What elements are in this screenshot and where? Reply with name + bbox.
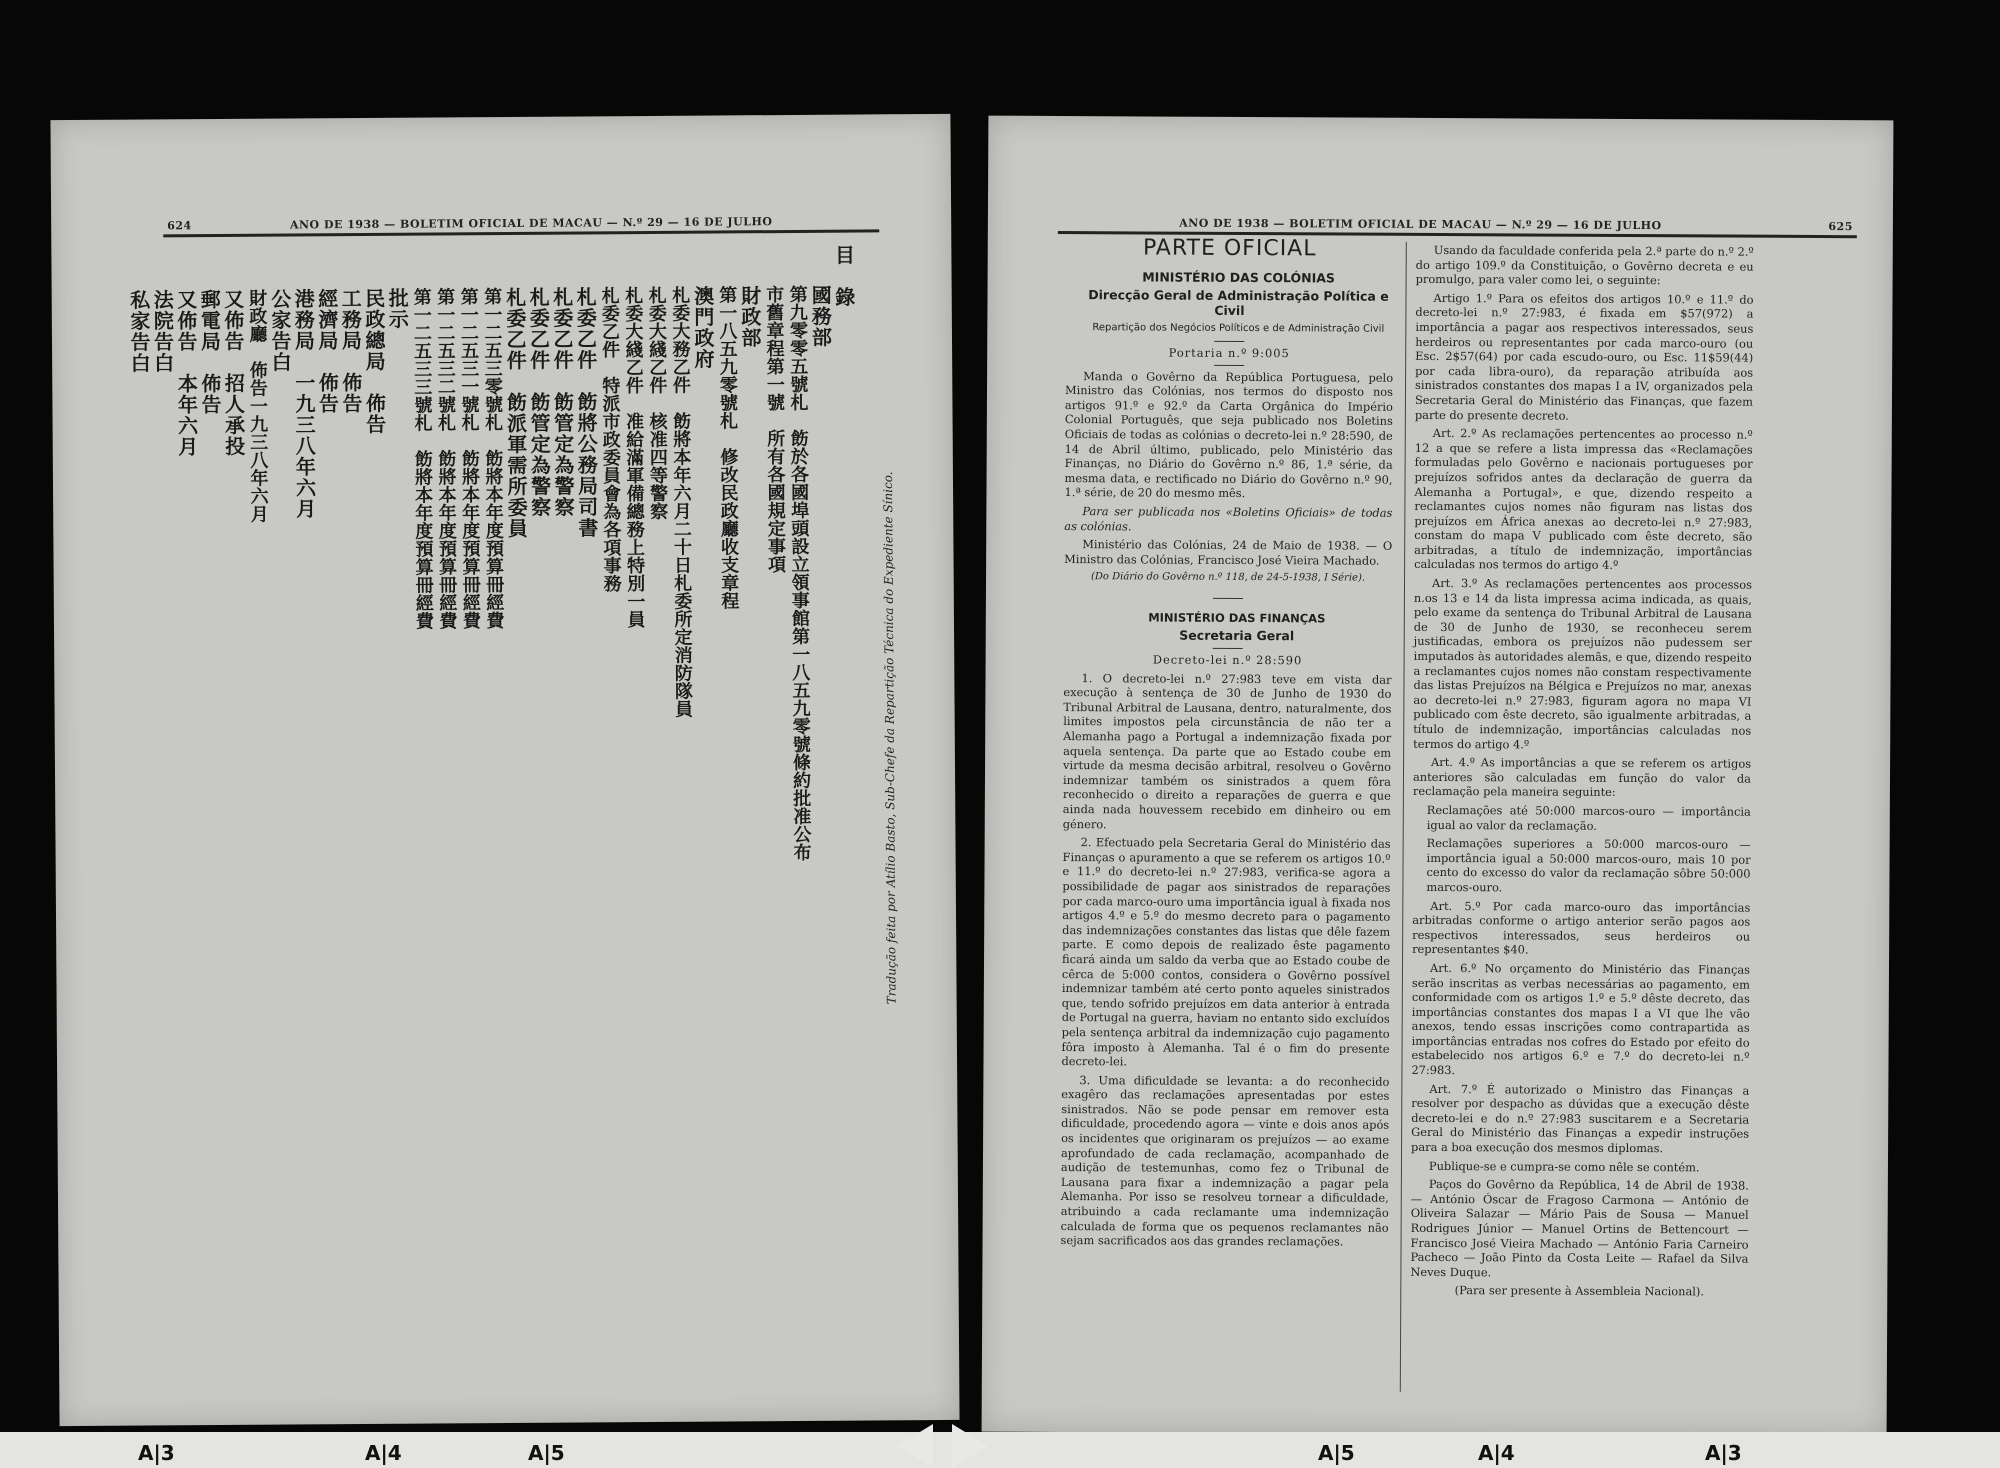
contents-column: 札委乙件 特派市政委員會為各項事務: [598, 286, 622, 593]
contents-column: 札委大綫乙件 准給滿軍備總務上特別一員: [622, 286, 646, 629]
contents-column: 澳門政府: [690, 285, 716, 370]
divider: [1214, 341, 1244, 342]
contents-column: 又佈告 招人承投: [220, 288, 246, 457]
contents-column: 札委乙件 飭將公務局司書: [573, 286, 599, 539]
assembleia-note: (Para ser presente à Assembleia Nacional).: [1454, 1283, 1704, 1299]
portaria-heading: Portaria n.º 9:005: [1168, 345, 1290, 361]
ruler-mark: A|4: [365, 1441, 402, 1465]
direcao-geral: Direcção Geral de Administração Política e Civil: [1088, 287, 1389, 318]
left-header: [51, 214, 951, 233]
contents-column: 工務局 佈告: [338, 287, 364, 415]
left-header-title: ANO DE 1938 — BOLETIM OFICIAL DE MACAU — N.º 29 — 16 DE JULHO: [289, 215, 773, 232]
preamble: Usando da faculdade conferida pela 2.ª parte do n.º 2.º do artigo 109.º da Constituição, o Govêrno decreta e eu promulgo, para valer como lei, o seguinte:: [1415, 242, 1754, 288]
contents-column: 第九零零五號札 飭於各國埠頭設立領事館第一八五九零號條約批准公布: [786, 284, 812, 862]
contents-column: 目 錄: [831, 244, 856, 308]
divider: [1213, 598, 1243, 599]
artigo-4-a: Reclamações até 50:000 marcos-ouro — importância igual ao valor da reclamação.: [1426, 802, 1751, 833]
contents-column: 札委大務乙件 飭將本年六月二十日札委所定消防隊員: [669, 285, 694, 718]
ruler-triangle-right: [952, 1424, 988, 1468]
artigo-7: Art. 7.º É autorizado o Ministro das Finanças a resolver por despacho as dúvidas que a execução dêste decreto-lei e do n.º 27:983 suscitarem e a Secretaria Geral do Ministério das Finanças a expedir instruções para a boa execução dos mesmos diplomas.: [1411, 1081, 1750, 1156]
portaria-note: Para ser publicada nos «Boletins Oficiais» de todas as colónias.: [1064, 504, 1393, 533]
artigo-1: Artigo 1.º Para os efeitos dos artigos 10.º e 11.º do decreto-lei n.º 27:983, é fixada em $57(972) a importância a pagar aos respectivos interessados, seus herdeiros ou representantes por cada marco-ouro (ou Esc. 2$57(64) por cada escudo-ouro, ou Esc. 11$59(44) por cada libra-ouro), da reparação atribuída aos sinistrados constantes dos mapas I a IV, organizados pela Secretaria Geral do Ministério das Finanças, que fazem parte do presente decreto.: [1414, 290, 1754, 423]
ruler-mark: A|5: [1318, 1441, 1355, 1465]
contents-column: 第一二五三零號札 飭將本年度預算冊經費: [481, 287, 505, 630]
artigo-3: Art. 3.º As reclamações pertencentes aos processos n.os 13 e 14 da lista impressa acima indicada, as quais, pelo exame da sentença do Tribunal Arbitral de Lausana de 30 de Junho de 1930, se reconheceu serem justificadas, embora os prejuízos não pudessem ser imputados às autoridades alemãs, e que, dizendo respeito a reclamantes cujos nomes não constam respectivamente das listas Prejuízos na Bélgica e Prejuízos no mar, anexas ao decreto-lei n.º 27:983, figuram agora no mapa VI publicado com êste decreto, são igualmente arbitradas, a título de indemnização, importâncias calculadas nos termos do artigo 4.º: [1413, 576, 1753, 752]
contents-column: 財政部: [737, 285, 763, 349]
artigo-4: Art. 4.º As importâncias a que se referem os artigos anteriores são calculadas em função do valor da reclamação pela maneira seguinte:: [1412, 755, 1752, 800]
contents-column: 市舊章程第一號 所有各國規定事項: [763, 285, 787, 574]
contents-column: 第一二五三二號札 飭將本年度預算冊經費: [434, 287, 458, 630]
right-column-2: [1410, 243, 1754, 1304]
contents-column: 札委乙件 飭管定為警察: [549, 286, 576, 518]
pacos-signatures: Paços do Govêrno da República, 14 de Abril de 1938. — António Óscar de Fragoso Carmona — António de Oliveira Salazar — Mário Pais de Sousa — Manuel Rodrigues Júnior — Manuel Ortins de Bettencourt — Francisco José Vieira Machado — António Faria Carneiro Pacheco — João Pinto da Costa Leite — Rafael da Silva Neves Duque.: [1410, 1177, 1749, 1280]
contents-column: 札委大綫乙件 核准四等警察: [645, 285, 669, 521]
secretaria-geral: Secretaria Geral: [1179, 628, 1295, 644]
ruler-mark: A|3: [138, 1441, 175, 1465]
decreto-para-1: 1. O decreto-lei n.º 27:983 teve em vista dar execução à sentença de 30 de Junho de 1930 do Tribunal Arbitral de Lausana, dentro, naturalmente, dos limites impostos pela circunstância de não ter a Alemanha pago a Portugal a indemnização fixada por aquela sentença. Da parte que ao Estado coube em virtude da mesma decisão arbitral, resolveu o Govêrno indemnizar também os sinistrados a quem fôra reconhecido o direito a reparações de guerra e que ainda nada houvessem recebido em dinheiro ou em género.: [1062, 670, 1392, 831]
contents-column: 私家告白: [126, 289, 152, 374]
contents-column: 郵電局 佈告: [197, 288, 223, 416]
right-page-number: 625: [1828, 220, 1853, 234]
right-header-title: ANO DE 1938 — BOLETIM OFICIAL DE MACAU — N.º 29 — 16 DE JULHO: [1179, 216, 1662, 233]
portaria-source: (Do Diário do Govêrno n.º 118, de 24-5-1938, I Série).: [1090, 571, 1366, 584]
contents-column: 又佈告 本年六月: [173, 289, 199, 458]
parte-oficial-title: PARTE OFICIAL: [1142, 235, 1317, 262]
left-page: [50, 114, 959, 1426]
film-ruler: [0, 1432, 2000, 1468]
reparticao: Repartição dos Negócios Políticos e de Administração Civil: [1092, 322, 1385, 336]
artigo-2: Art. 2.º As reclamações pertencentes ao processo n.º 12 a que se refere a lista impressa das «Reclamações formuladas pelo Govêrno e nacionais portugueses por prejuízos sofridos antes da declaração de guerra da Alemanha a Portugal», e que, dizendo respeito a reclamantes cujos nomes não figuram nas listas dos prejuízos em África anexas ao decreto-lei n.º 27:983, constam do mapa V publicado com êste decreto, são arbitradas, a título de indemnização, importâncias calculadas nos termos do artigo 4.º: [1414, 426, 1753, 573]
contents-column: 札委乙件 飭派軍需所委員: [502, 286, 529, 539]
translation-credit: Tradução feita por Atílio Basto, Sub-Chefe da Repartição Técnica do Expediente Sínico.: [880, 471, 899, 1005]
portaria-sign: Ministério das Colónias, 24 de Maio de 1938. — O Ministro das Colónias, Francisco José Vieira Machado.: [1064, 537, 1393, 568]
contents-column: 港務局 一九三八年六月: [291, 288, 317, 520]
decreto-heading: Decreto-lei n.º 28:590: [1152, 652, 1303, 668]
portaria-text: Manda o Govêrno da República Portuguesa, pelo Ministro das Colónias, nos termos do disposto nos artigos 91.º e 92.º da Carta Orgânica do Império Colonial Português, que seja publicado nos Boletins Oficiais de todas as colónias o decreto-lei n.º 28:590, de 14 de Abril último, publicado, pelo Ministério das Finanças, no Diário do Govêrno n.º 86, 1.ª série, da mesma data, e rectificado no Diário do Govêrno n.º 90, 1.ª série, de 20 do mesmo mês.: [1064, 368, 1394, 501]
divider: [1213, 648, 1243, 649]
ministry-financas: MINISTÉRIO DAS FINANÇAS: [1148, 610, 1326, 626]
right-page: [982, 116, 1894, 1437]
contents-column: 民政總局 佈告: [361, 287, 387, 435]
ruler-triangle-left: [897, 1424, 933, 1468]
publique-se: Publique-se e cumpra-se como nêle se contém.: [1428, 1158, 1700, 1175]
artigo-4-b: Reclamações superiores a 50:000 marcos-ouro — importância igual a 50:000 marcos-ouro, mais 10 por cento do excesso do valor da reclamação sôbre 50:000 marcos-ouro.: [1426, 836, 1751, 895]
contents-column: 第一八五九零號札 修改民政廳收支章程: [716, 285, 740, 610]
contents-column: 第一二五三三號札 飭將本年度預算冊經費: [410, 287, 435, 630]
decreto-para-2: 2. Efectuado pela Secretaria Geral do Ministério das Finanças o apuramento a que se referem os artigos 10.º e 11.º do decreto-lei n.º 27:983, verifica-se agora a possibilidade de pagar aos sinistrados de reparações por cada marco-ouro uma importância igual à fixada nos artigos 4.º e 5.º do mesmo decreto para o pagamento das indemnizações constantes das listas que dêle fazem parte. E como depois de realizado êste pagamento ficará ainda um saldo da verba que ao Estado coube de cêrca de 5:000 contos, considera o Govêrno possível indemnizar também até certo ponto aqueles sinistrados que, tendo sofrido prejuízos em data anterior à entrada de Portugal na guerra, haviam no entanto sido excluídos pela sentença arbitral da indemnização cujo pagamento fôra imposto à Alemanha. Tal é o fim do presente decreto-lei.: [1061, 835, 1391, 1069]
artigo-5: Art. 5.º Por cada marco-ouro das importâncias arbitradas conforme o artigo anterior serão pagos aos respectivos interessados, seus herdeiros ou representantes $40.: [1412, 898, 1751, 957]
decreto-para-3: 3. Uma dificuldade se levanta: a do reconhecido exagêro das reclamações apresentadas por estes sinistrados. Não se pode pensar em remover esta dificuldade, procedendo agora — vinte e dois anos após os incidentes que originaram os prejuízos — ao exame aprofundado de cada reclamação, acompanhado de audição de testemunhas, como fez o Tribunal de Lausana para fixar a indemnização a pagar pela Alemanha. Por isso se resolveu tornear a dificuldade, atribuindo a cada reclamante uma indemnização calculada de forma que os pequenos reclamantes não sejam sacrificados aos das grandes reclamações.: [1060, 1072, 1390, 1249]
contents-column: 法院告白: [150, 289, 175, 374]
ministry-colonias: MINISTÉRIO DAS COLÓNIAS: [1142, 269, 1335, 286]
column-divider: [1400, 242, 1407, 1392]
contents-column: 批示: [385, 287, 410, 330]
contents-column: 國務部: [808, 284, 833, 348]
contents-column: 經濟局 佈告: [314, 288, 340, 415]
contents-column: 財政廳 佈告一九三八年六月: [246, 288, 269, 523]
divider: [1214, 364, 1244, 365]
contents-column: 札委乙件 飭管定為警察: [526, 286, 552, 518]
right-header: [988, 216, 1893, 234]
left-page-number: 624: [167, 219, 192, 233]
right-column-1: [1060, 235, 1394, 1254]
ruler-mark: A|3: [1705, 1441, 1742, 1465]
contents-column: 第一二五三一號札 飭將本年度預算冊經費: [457, 287, 482, 630]
artigo-6: Art. 6.º No orçamento do Ministério das Finanças serão inscritas as verbas necessárias ao pagamento, em conformidade com os artigos 1.º e 5.º dêste decreto, das importâncias constantes dos mapas I a VI que lhe vão anexos, tendo essas inscrições como contrapartida as importâncias entradas nos cofres do Estado por efeito do estabelecido nos artigos 6.º e 7.º do decreto-lei n.º 27:983.: [1411, 960, 1751, 1078]
ruler-mark: A|5: [528, 1441, 565, 1465]
ruler-mark: A|4: [1478, 1441, 1515, 1465]
contents-column: 公家告白: [267, 288, 293, 373]
